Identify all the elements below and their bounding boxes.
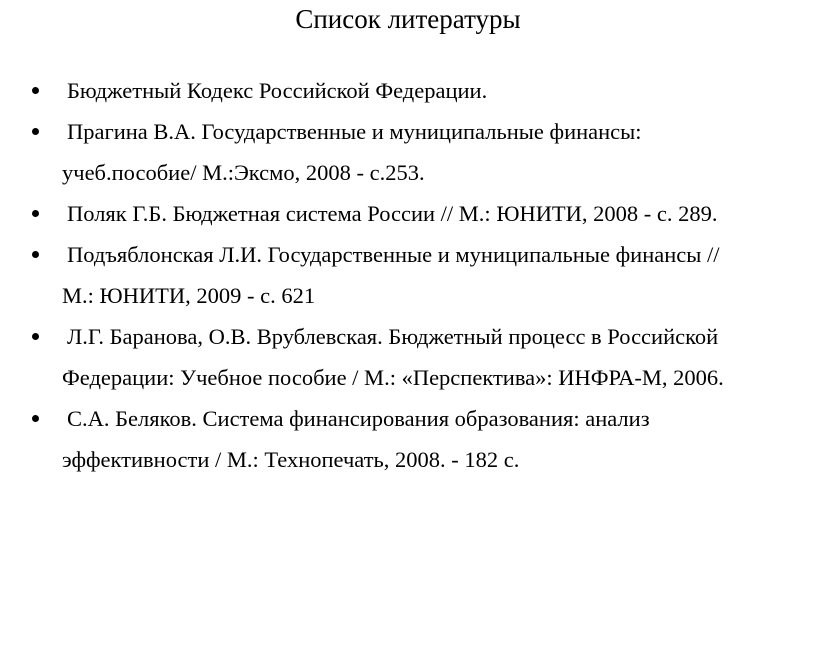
reference-text-line: Л.Г. Баранова, О.В. Врублевская. Бюджетный процесс в Российской	[67, 324, 719, 349]
reference-item	[0, 234, 792, 316]
reference-item	[0, 111, 792, 193]
reference-item	[0, 316, 792, 398]
reference-text-line: М.: ЮНИТИ, 2009 - с. 621	[62, 283, 316, 308]
bullet-icon	[32, 333, 39, 340]
bullet-icon	[32, 415, 39, 422]
reference-text-line: Подъяблонская Л.И. Государственные и муниципальные финансы //	[67, 242, 720, 267]
reference-text-line: учеб.пособие/ М.:Эксмо, 2008 - с.253.	[62, 160, 425, 185]
reference-list	[0, 70, 816, 480]
bullet-icon	[32, 251, 39, 258]
reference-text-line: Федерации: Учебное пособие / М.: «Перспектива»: ИНФРА-М, 2006.	[62, 365, 724, 390]
reference-text-line: Прагина В.А. Государственные и муниципальные финансы:	[67, 119, 642, 144]
reference-text-line: эффективности / М.: Технопечать, 2008. - 182 с.	[62, 447, 520, 472]
reference-text-line: С.А. Беляков. Система финансирования образования: анализ	[67, 406, 650, 431]
page-title: Список литературы	[295, 4, 521, 34]
bullet-icon	[32, 210, 39, 217]
reference-item	[0, 398, 792, 480]
reference-item	[0, 193, 792, 234]
bullet-icon	[32, 87, 39, 94]
reference-text-line: Бюджетный Кодекс Российской Федерации.	[67, 78, 488, 103]
reference-text-line: Поляк Г.Б. Бюджетная система России // М.: ЮНИТИ, 2008 - с. 289.	[67, 201, 718, 226]
reference-item	[0, 70, 792, 111]
bullet-icon	[32, 128, 39, 135]
